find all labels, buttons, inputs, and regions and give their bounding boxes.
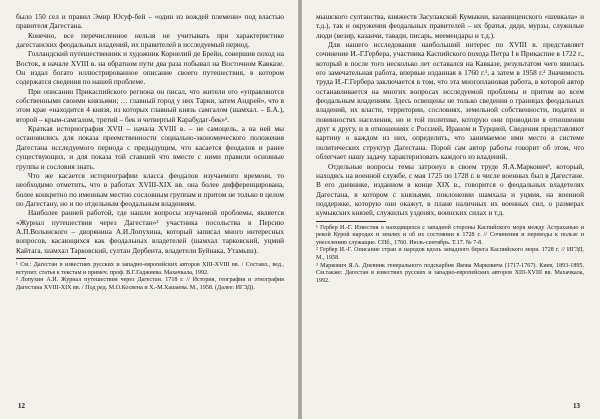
page-number: 12 [18,402,25,410]
page-number: 13 [573,402,580,410]
footnote: ³ Маркович Я.А. Дневник генерального подскарбия Якова Марковича (1717-1767). Киев, 1893-1895. См.также: Дагестан в известиях русских и западно-европейских авторов XIII-XVIII вв. Махачкала, 1992. [316,262,584,284]
right-footnotes [316,225,584,286]
paragraph: Что же касается историографии класса феодалов изучаемого времени, то необходимо отметить, что в работах XVIII-XIX вв. она более дифференцирована, более конкретно по именным местно сословным группам и притом не только в целом по Дагестану, но и по отдельным феодальным владениям. [16,170,284,208]
paragraph: мышского султанства, княжеств Засулакской Кумыкии, казанищенского «шевкала» и т.д.), так и окружения феодальных правителей – их братья, дяди, мурзы, служилые люди (везир, казанчи, тавади, писарь, меемендары и т.д.). [316,12,584,40]
left-footnotes [16,262,284,292]
footnote-rule [316,221,386,222]
right-page [302,0,600,419]
paragraph: Для нашего исследования наибольший интерес по XVIII в. представляет сочинение И.-Г.Гербера, участника Каспийского похода Петра I в Прикаспие в 1722 г., который в после того несколько лет оставался на Кавказе, результатом чего явилась его замечательная работа, впервые изданная в 1760 г.¹, а затем в 1958 г.² Значимость труда И.-Г.Гербера заключается в том, что эта многоплановая работа, в которой автор останавливается на многих вопросах исследуемой проблемы и притом во всем феодальным владениям. Здесь освещены не только сведения о границах феодальных владений, их власти, территории, сословиях, земельной собственности, податях и повинностях населения, но и той политике, которую они проводили в отношении друг к другу, и в отношениях с Россией, Ираном и Турцией, Сведения представляют картину о каждом из них, определить, что занимаемое ими место в системе политических структур Дагестана. Порой сам автор работы говорит об этом, что облегчает нашу задачу характеризовать каждого из владений. [316,40,584,162]
footnote: ¹ См.: Дагестан в известиях русских и западно-европейских авторов XIII-XVIII вв. / Составл., вед., вступит. статья к текстам и примеч. проф. В.Г.Гаджиева. Махачкала, 1992. [16,261,284,276]
paragraph: Краткая историография XVII – начала XVIII в. – не самоцель, а на ней мы остановились для показа преемственности социально-экономического положения Дагестана исследуемого периода с предыдущим, что касается феодалов и ранее существующих, и для показа той ставшей что вместе с ними правили основные группы и сословия знать. [16,124,284,171]
footnote: ² Лопухин А.И. Журнал путешествия через Дагестан. 1718 г. // История, география и этнография Дагестана XVIII-XIX вв. / Под ред. М.О.Косвена и Х.-М.Хашаева. М., 1958. (Далее: ИГЭД). [16,277,284,291]
paragraph: При описании Прикаспийского региона он писал, что жители его «управляются собственными своими князьями; … главный город у них Тарки, затем Андрей», что в этом крае «находится 4 князя, из которых главный князь самгалом (шамхал. – Б.А.), второй – крым-самгалом, третий – бек и четвертый Карабудаг-бек»¹. [16,86,284,124]
footnote: ¹ Гербер И.-Г. Известия о находящихся с западной стороны Каспийского моря между Астраханью и рекой Курой народах и землях и об их состоянии в 1728 г. // Сочинения и переводы к пользе и увеселению служащие. СПб., 1760. Июль-сентябрь. Т.17. № 7-8. [316,224,584,246]
footnote: ² Гербер И.-Г. Описание стран и народов вдоль западного берега Каспийского моря. 1728 г. // ИГЭД. М., 1958. [316,247,584,261]
left-page [0,0,298,419]
right-body-text [316,12,584,218]
left-body-text [16,12,284,255]
footnote-rule [16,258,86,259]
paragraph: Наиболее ранней работой, где нашли вопросы изучаемой проблемы, является «Журнал путешествия через Дагестан»² участника посольства в Персию А.П.Волынского – дворянина А.И.Лопухина, который записал много интересных вопросов, касающихся как феодальных владетелей (шамхал тарковский, уцмий Кайтага, шамхал Тарковский, султан Дербента, владетели Буйнака, Утамыш). [16,208,284,255]
paragraph: Голландский путешественник и художник Корнелий де Брейн, совершив поход на Восток, в начале XVIII в. на обратном пути два раза побывал на Восточном Кавказе. Он издал богато иллюстрированное описание своего путешествия, в котором содержатся сведения по нашей проблеме. [16,49,284,87]
paragraph: Отдельные вопросы темы затронул в своем труде Я.А.Маркович³, который, находясь на военной службе, с мая 1725 по 1728 г. в числе военных был в Дагестане. В его дневнике, изданном в конце XIX в., говорится о феодальных владетелях Дагестана, в котором с князьями, поклонении шамхала и уцмия, на военной поддержке, которую они окажут, в плане наличных их военных сил, о размерах кумыкских князей, служилых узденях, воинских силах и т.д. [316,161,584,218]
paragraph: Конечно, все перечисленное нельзя не учитывать при характеристике дагестанских феодальных владений, их правителей в исследуемый период. [16,30,284,50]
paragraph: было 150 сел и правил Эмир Юсуф-бей – «один из вождей племени» под властью правителя Дагестана. [16,12,284,31]
